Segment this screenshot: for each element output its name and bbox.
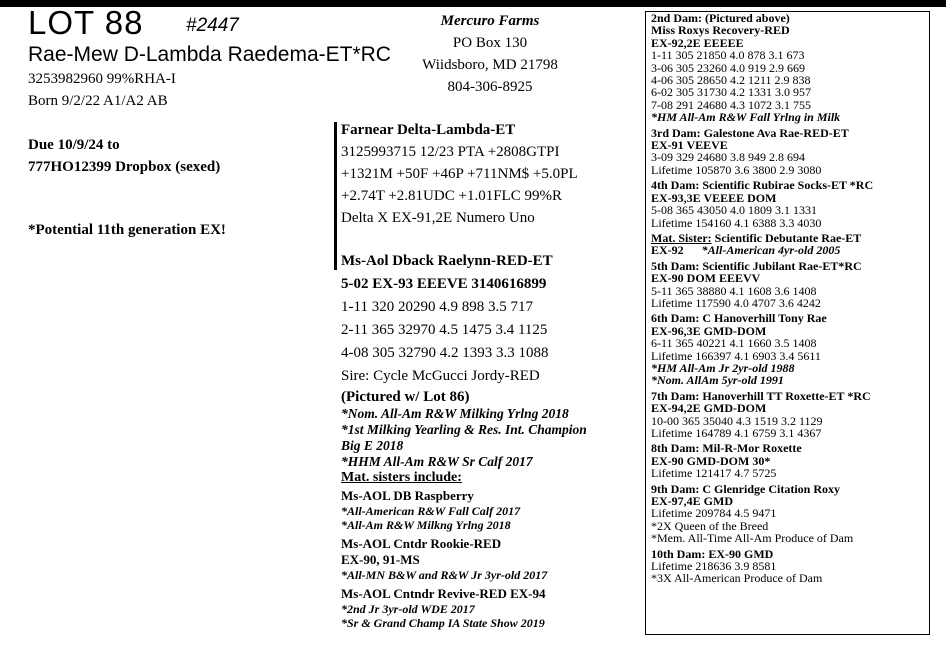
- dam-title: 7th Dam: Hanoverhill TT Roxette-ET *RC: [651, 388, 871, 403]
- dam-record: Lifetime 117590 4.0 4707 3.6 4242: [651, 295, 821, 310]
- dam-title: 5th Dam: Scientific Jubilant Rae-ET*RC: [651, 258, 862, 273]
- dam-title: 3rd Dam: Galestone Ava Rae-RED-ET: [651, 125, 849, 140]
- dam-3: [651, 127, 926, 177]
- dam-record: *Mem. All-Time All-Am Produce of Dam: [651, 531, 854, 546]
- pictured-note: (Pictured w/ Lot 86): [341, 389, 470, 405]
- dam-title: 6th Dam: C Hanoverhill Tony Rae: [651, 311, 827, 326]
- sister-note: *2nd Jr 3yr-old WDE 2017: [341, 602, 475, 616]
- sire-pedigree: Delta X EX-91,2E Numero Uno: [341, 210, 535, 226]
- dam-record: 10-00 365 35040 4.3 1519 3.2 1129: [651, 413, 823, 428]
- dam-title: 8th Dam: Mil-R-Mor Roxette: [651, 441, 802, 456]
- dam-record: Lifetime 166397 4.1 6903 3.4 5611: [651, 348, 821, 363]
- dam-record: Lifetime 105870 3.6 3800 2.9 3080: [651, 162, 822, 177]
- dam-title: 2nd Dam: (Pictured above): [651, 11, 790, 25]
- dam-class: EX-90 DOM EEEVV: [651, 271, 761, 286]
- farm-address1: PO Box 130: [452, 35, 528, 51]
- dam-record: 1-11 320 20290 4.9 898 3.5 717: [341, 299, 533, 315]
- sister-note: *All-American R&W Fall Calf 2017: [341, 504, 521, 518]
- dam-record: Lifetime 154160 4.1 6388 3.3 4030: [651, 215, 822, 230]
- dam-record: 5-08 365 43050 4.0 1809 3.1 1331: [651, 203, 817, 218]
- sister-class: EX-90, 91-MS: [341, 552, 420, 567]
- dam-record: 5-11 365 38880 4.1 1608 3.6 1408: [651, 283, 817, 298]
- farm-name: Mercuro Farms: [440, 13, 540, 29]
- cow-name: Rae-Mew D-Lambda Raedema-ET*RC: [28, 43, 391, 66]
- breeding-info: [28, 134, 220, 178]
- dam-record: 2-11 365 32970 4.5 1475 3.4 1125: [341, 322, 548, 338]
- mat-sister: [651, 232, 926, 257]
- dam-record: 6-11 365 40221 4.1 1660 3.5 1408: [651, 336, 817, 351]
- born-line: Born 9/2/22 A1/A2 AB: [28, 93, 168, 109]
- sire-proof-2: +1321M +50F +46P +711NM$ +5.0PL: [341, 166, 578, 182]
- dam-class: EX-96,3E GMD-DOM: [651, 323, 767, 338]
- dam-9: [651, 483, 926, 545]
- dam-title: 9th Dam: C Glenridge Citation Roxy: [651, 481, 840, 496]
- dam-honors: [341, 388, 587, 630]
- dam-class: EX-93,3E VEEEE DOM: [651, 190, 777, 205]
- dam-7: [651, 390, 926, 440]
- due-date: Due 10/9/24 to: [28, 137, 120, 153]
- dam-title: 4th Dam: Scientific Rubirae Socks-ET *RC: [651, 178, 874, 193]
- mat-sister-class: EX-92: [651, 243, 684, 258]
- dam-sire: Sire: Cycle McGucci Jordy-RED: [341, 368, 540, 384]
- sire-name: Farnear Delta-Lambda-ET: [341, 122, 516, 138]
- dam-note: *HM All-Am Jr 2yr-old 1988: [651, 360, 795, 375]
- mat-sister-note: *All-American 4yr-old 2005: [701, 243, 841, 258]
- dam-2: [651, 12, 926, 124]
- dam-block: [341, 250, 587, 630]
- honor: *Nom. All-Am R&W Milking Yrlng 2018: [341, 406, 569, 421]
- dam-title: 10th Dam: EX-90 GMD: [651, 546, 774, 561]
- lot-title: LOT 88: [28, 4, 144, 41]
- service-sire: 777HO12399 Dropbox (sexed): [28, 159, 221, 175]
- honor: *HHM All-Am R&W Sr Calf 2017: [341, 454, 533, 469]
- dam-5: [651, 260, 926, 310]
- dam-class: EX-97,4E GMD: [651, 494, 733, 509]
- sister-note: *Sr & Grand Champ IA State Show 2019: [341, 616, 545, 630]
- dam-record: 1-11 305 21850 4.0 878 3.1 673: [651, 48, 805, 63]
- dam-class: EX-91 VEEVE: [651, 138, 728, 153]
- dam-record: Lifetime 209784 4.5 9471: [651, 506, 777, 521]
- potential-note: *Potential 11th generation EX!: [28, 222, 226, 238]
- dam-8: [651, 442, 926, 479]
- sister-name: Ms-AOL Cntndr Revive-RED EX-94: [341, 586, 546, 601]
- dam-note: *HM All-Am R&W Fall Yrlng in Milk: [651, 110, 841, 125]
- pedigree-list: [651, 12, 926, 588]
- sister-name: Ms-AOL DB Raspberry: [341, 488, 474, 503]
- dam-note: *Nom. AllAm 5yr-old 1991: [651, 373, 784, 388]
- sister-note: *All-Am R&W Milkng Yrlng 2018: [341, 518, 511, 532]
- sire-block: [341, 119, 578, 229]
- dam-record: 4-08 305 32790 4.2 1393 3.3 1088: [341, 345, 549, 361]
- dam-record: Lifetime 164789 4.1 6759 3.1 4367: [651, 426, 822, 440]
- sire-proof-1: 3125993715 12/23 PTA +2808GTPI: [341, 144, 560, 160]
- sister-name: Ms-AOL Cntdr Rookie-RED: [341, 536, 502, 551]
- dam-record: 3-09 329 24680 3.8 949 2.8 694: [651, 150, 805, 165]
- dam-class: EX-92,2E EEEEE: [651, 35, 744, 50]
- sire-proof-3: +2.74T +2.81UDC +1.01FLC 99%R: [341, 188, 562, 204]
- sire-divider: [334, 122, 337, 270]
- dam-class: EX-90 GMD-DOM 30*: [651, 453, 771, 468]
- dam-record: *2X Queen of the Breed: [651, 518, 769, 533]
- dam-class: EX-94,2E GMD-DOM: [651, 401, 767, 416]
- dam-record: 3-06 305 23260 4.0 919 2.9 669: [651, 60, 805, 75]
- mat-sister-label: Mat. Sister:: [651, 230, 712, 245]
- dam-10: [651, 548, 926, 585]
- farm-address2: Wiidsboro, MD 21798: [422, 57, 558, 73]
- dam-record: Lifetime 121417 4.7 5725: [651, 466, 777, 481]
- dam-classification: 5-02 EX-93 EEEVE 3140616899: [341, 276, 547, 292]
- dam-name: Ms-Aol Dback Raelynn-RED-ET: [341, 253, 553, 269]
- consignor-block: [380, 10, 600, 98]
- dam-record: 6-02 305 31730 4.2 1331 3.0 957: [651, 85, 811, 100]
- dam-record: 4-06 305 28650 4.2 1211 2.9 838: [651, 73, 811, 88]
- dam-name: Miss Roxys Recovery-RED: [651, 23, 790, 38]
- mat-sister-name: Scientific Debutante Rae-ET: [714, 230, 862, 245]
- dam-4: [651, 179, 926, 229]
- honor: *1st Milking Yearling & Res. Int. Champion: [341, 422, 587, 437]
- sister-note: *All-MN B&W and R&W Jr 3yr-old 2017: [341, 568, 548, 582]
- honor: Big E 2018: [341, 438, 404, 453]
- mat-sisters-header: Mat. sisters include:: [341, 470, 462, 485]
- dam-record: *3X All-American Produce of Dam: [651, 571, 823, 586]
- dam-record: Lifetime 218636 3.9 8581: [651, 559, 777, 574]
- dam-6: [651, 312, 926, 386]
- lot-number: #2447: [186, 15, 239, 36]
- farm-phone: 804-306-8925: [447, 79, 533, 95]
- registration-line: 3253982960 99%RHA-I: [28, 71, 176, 87]
- dam-record: 7-08 291 24680 4.3 1072 3.1 755: [651, 97, 811, 112]
